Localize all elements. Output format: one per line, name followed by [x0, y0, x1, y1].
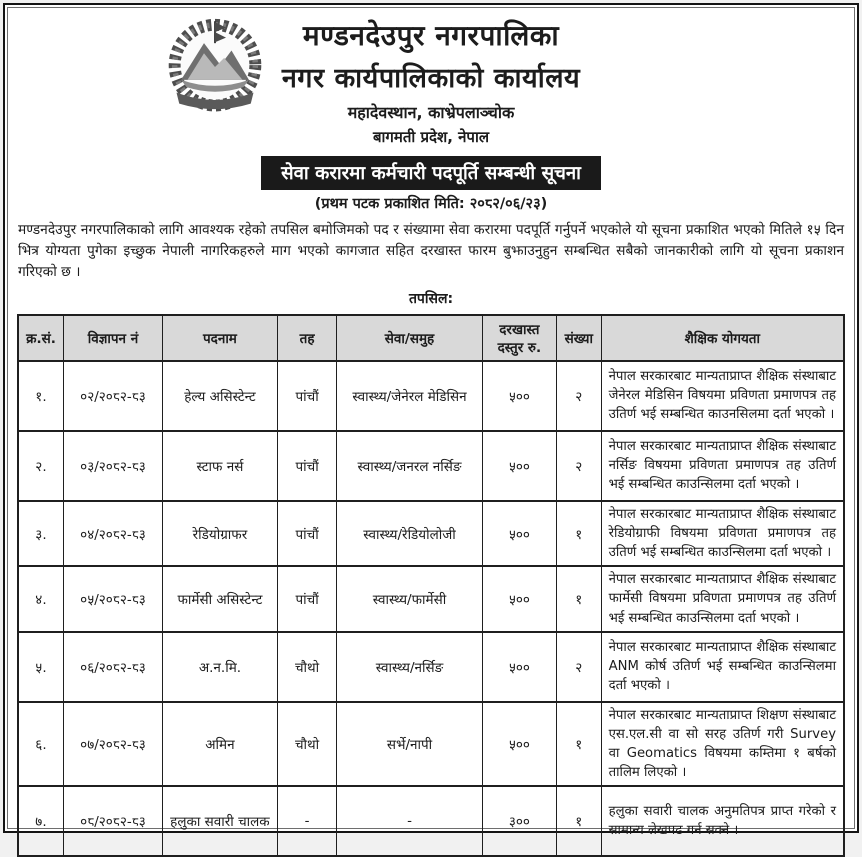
vacancy-table-head: [18, 315, 844, 361]
column-header-serial-number: क्र.सं.: [18, 315, 63, 361]
cell-position-name: स्टाफ नर्स: [163, 431, 278, 501]
cell-application-fee: ५००: [482, 566, 556, 631]
municipality-emblem-logo: [157, 12, 273, 122]
cell-application-fee: ५००: [482, 501, 556, 566]
cell-position-name: हलुका सवारी चालक: [163, 786, 278, 856]
cell-position-name: रेडियोग्राफर: [163, 501, 278, 566]
table-row: [18, 566, 844, 631]
cell-level: चौथो: [277, 702, 336, 787]
address-line1: महादेवस्थान, काभ्रेपलाञ्चोक: [347, 103, 515, 122]
table-row: [18, 786, 844, 856]
organization-name-line2: नगर कार्यपालिकाको कार्यालय: [281, 63, 581, 94]
cell-serial-number: ६.: [18, 702, 63, 787]
cell-application-fee: ३००: [482, 786, 556, 856]
cell-application-fee: ५००: [482, 632, 556, 702]
cell-advertisement-number: ०४/२०८२-८३: [63, 501, 162, 566]
cell-count: २: [557, 431, 602, 501]
table-row: [18, 501, 844, 566]
cell-application-fee: ५००: [482, 431, 556, 501]
column-header-count: संख्या: [557, 315, 602, 361]
cell-serial-number: ४.: [18, 566, 63, 631]
notice-page-inner-frame: [7, 7, 855, 839]
cell-service-group: स्वास्थ्य/फार्मेसी: [337, 566, 482, 631]
cell-service-group: स्वास्थ्य/जनरल नर्सिङ: [337, 431, 482, 501]
cell-qualification: हलुका सवारी चालक अनुमतिपत्र प्राप्त गरेको र सामान्य लेखपढ गर्न सक्ने ।: [601, 786, 844, 856]
cell-service-group: स्वास्थ्य/रेडियोलोजी: [337, 501, 482, 566]
cell-serial-number: ५.: [18, 632, 63, 702]
cell-count: १: [557, 501, 602, 566]
cell-count: १: [557, 702, 602, 787]
cell-position-name: अमिन: [163, 702, 278, 787]
document-header: [17, 10, 845, 147]
notice-body-paragraph: मण्डनदेउपुर नगरपालिकाको लागि आवश्यक रहेको तपसिल बमोजिमको पद र संख्यामा सेवा करारमा पदपूर्ति गर्नुपर्ने भएकोले यो सूचना प्रकाशित भएको मितिले १५ दिन भित्र योग्यता पुगेका इच्छुक नेपाली नागरिकहरुले माग भएको कागजात सहित दरखास्त फारम बुझाउनुहुन सम्बन्धित सबैको जानकारीको लागि यो सूचना प्रकाशन गरिएको छ ।: [18, 222, 844, 280]
cell-application-fee: ५००: [482, 702, 556, 787]
cell-application-fee: ५००: [482, 361, 556, 431]
notice-title-banner: सेवा करारमा कर्मचारी पदपूर्ति सम्बन्धी सूचना: [261, 156, 601, 190]
cell-qualification: नेपाल सरकारबाट मान्यताप्राप्त शैक्षिक संस्थाबाट जेनेरल मेडिसिन विषयमा प्रविणता प्रमाणपत्र तह उतिर्ण भई सम्बन्धित काउनसिलमा दर्ता भएको ।: [601, 361, 844, 431]
cell-position-name: अ.न.मि.: [163, 632, 278, 702]
cell-serial-number: २.: [18, 431, 63, 501]
cell-position-name: फार्मेसी असिस्टेन्ट: [163, 566, 278, 631]
cell-service-group: -: [337, 786, 482, 856]
cell-level: पांचौं: [277, 566, 336, 631]
cell-serial-number: ३.: [18, 501, 63, 566]
cell-advertisement-number: ०७/२०८२-८३: [63, 702, 162, 787]
table-caption: तपसिल:: [408, 290, 454, 307]
column-header-service-group: सेवा/समुह: [337, 315, 482, 361]
cell-advertisement-number: ०६/२०८२-८३: [63, 632, 162, 702]
table-row: [18, 632, 844, 702]
column-header-qualification: शैक्षिक योगयता: [601, 315, 844, 361]
table-row: [18, 361, 844, 431]
notice-page: [3, 3, 859, 839]
cell-level: पांचौं: [277, 361, 336, 431]
column-header-position-name: पदनाम: [163, 315, 278, 361]
cell-qualification: नेपाल सरकारबाट मान्यताप्राप्त शैक्षिक संस्थाबाट फार्मेसी विषयमा प्रविणता प्रमाणपत्र तह उतिर्ण भई सम्बन्धित काउन्सिलमा दर्ता भएको ।: [601, 566, 844, 631]
cell-count: २: [557, 361, 602, 431]
published-date-line: (प्रथम पटक प्रकाशित मिति: २०८२/०६/२३): [314, 196, 548, 212]
cell-count: १: [557, 566, 602, 631]
cell-serial-number: १.: [18, 361, 63, 431]
column-header-advertisement-number: विज्ञापन नं: [63, 315, 162, 361]
cell-advertisement-number: ०३/२०८२-८३: [63, 431, 162, 501]
column-header-level: तह: [277, 315, 336, 361]
table-row: [18, 702, 844, 787]
vacancy-table-body: [18, 361, 844, 856]
cell-service-group: स्वास्थ्य/जेनेरल मेडिसिन: [337, 361, 482, 431]
cell-position-name: हेल्य असिस्टेन्ट: [163, 361, 278, 431]
table-row: [18, 431, 844, 501]
cell-count: १: [557, 786, 602, 856]
cell-qualification: नेपाल सरकारबाट मान्यताप्राप्त शैक्षिक संस्थाबाट रेडियोग्राफी विषयमा प्रविणता प्रमाणपत्र तह उतिर्ण भई सम्बन्धित काउन्सिलमा दर्ता भएको ।: [601, 501, 844, 566]
table-header-row: [18, 315, 844, 361]
cell-qualification: नेपाल सरकारबाट मान्यताप्राप्त शैक्षिक संस्थाबाट नर्सिङ विषयमा प्रविणता प्रमाणपत्र तह उतिर्ण भई सम्बन्धित काउन्सिलमा दर्ता भएको ।: [601, 431, 844, 501]
cell-level: पांचौं: [277, 431, 336, 501]
cell-service-group: स्वास्थ्य/नर्सिङ: [337, 632, 482, 702]
column-header-application-fee: दरखास्त दस्तुर रु.: [482, 315, 556, 361]
organization-name-line1: मण्डनदेउपुर नगरपालिका: [302, 19, 560, 52]
cell-count: २: [557, 632, 602, 702]
cell-advertisement-number: ०८/२०८२-८३: [63, 786, 162, 856]
address-line2: बागमती प्रदेश, नेपाल: [372, 128, 490, 146]
cell-level: -: [277, 786, 336, 856]
cell-advertisement-number: ०५/२०८२-८३: [63, 566, 162, 631]
cell-service-group: सर्भे/नापी: [337, 702, 482, 787]
cell-level: चौथो: [277, 632, 336, 702]
municipality-emblem-icon: [157, 12, 273, 122]
cell-qualification: नेपाल सरकारबाट मान्यताप्राप्त शैक्षिक संस्थाबाट ANM कोर्ष उतिर्ण भई सम्बन्धित काउन्सिलमा दर्ता भएको ।: [601, 632, 844, 702]
cell-serial-number: ७.: [18, 786, 63, 856]
cell-advertisement-number: ०२/२०८२-८३: [63, 361, 162, 431]
cell-level: पांचौं: [277, 501, 336, 566]
cell-qualification: नेपाल सरकारबाट मान्यताप्राप्त शिक्षण संस्थाबाट एस.एल.सी वा सो सरह उतिर्ण गरी Survey वा Geomatics विषयमा कम्तिमा १ बर्षको तालिम लिएको ।: [601, 702, 844, 787]
vacancy-table: [17, 314, 845, 857]
